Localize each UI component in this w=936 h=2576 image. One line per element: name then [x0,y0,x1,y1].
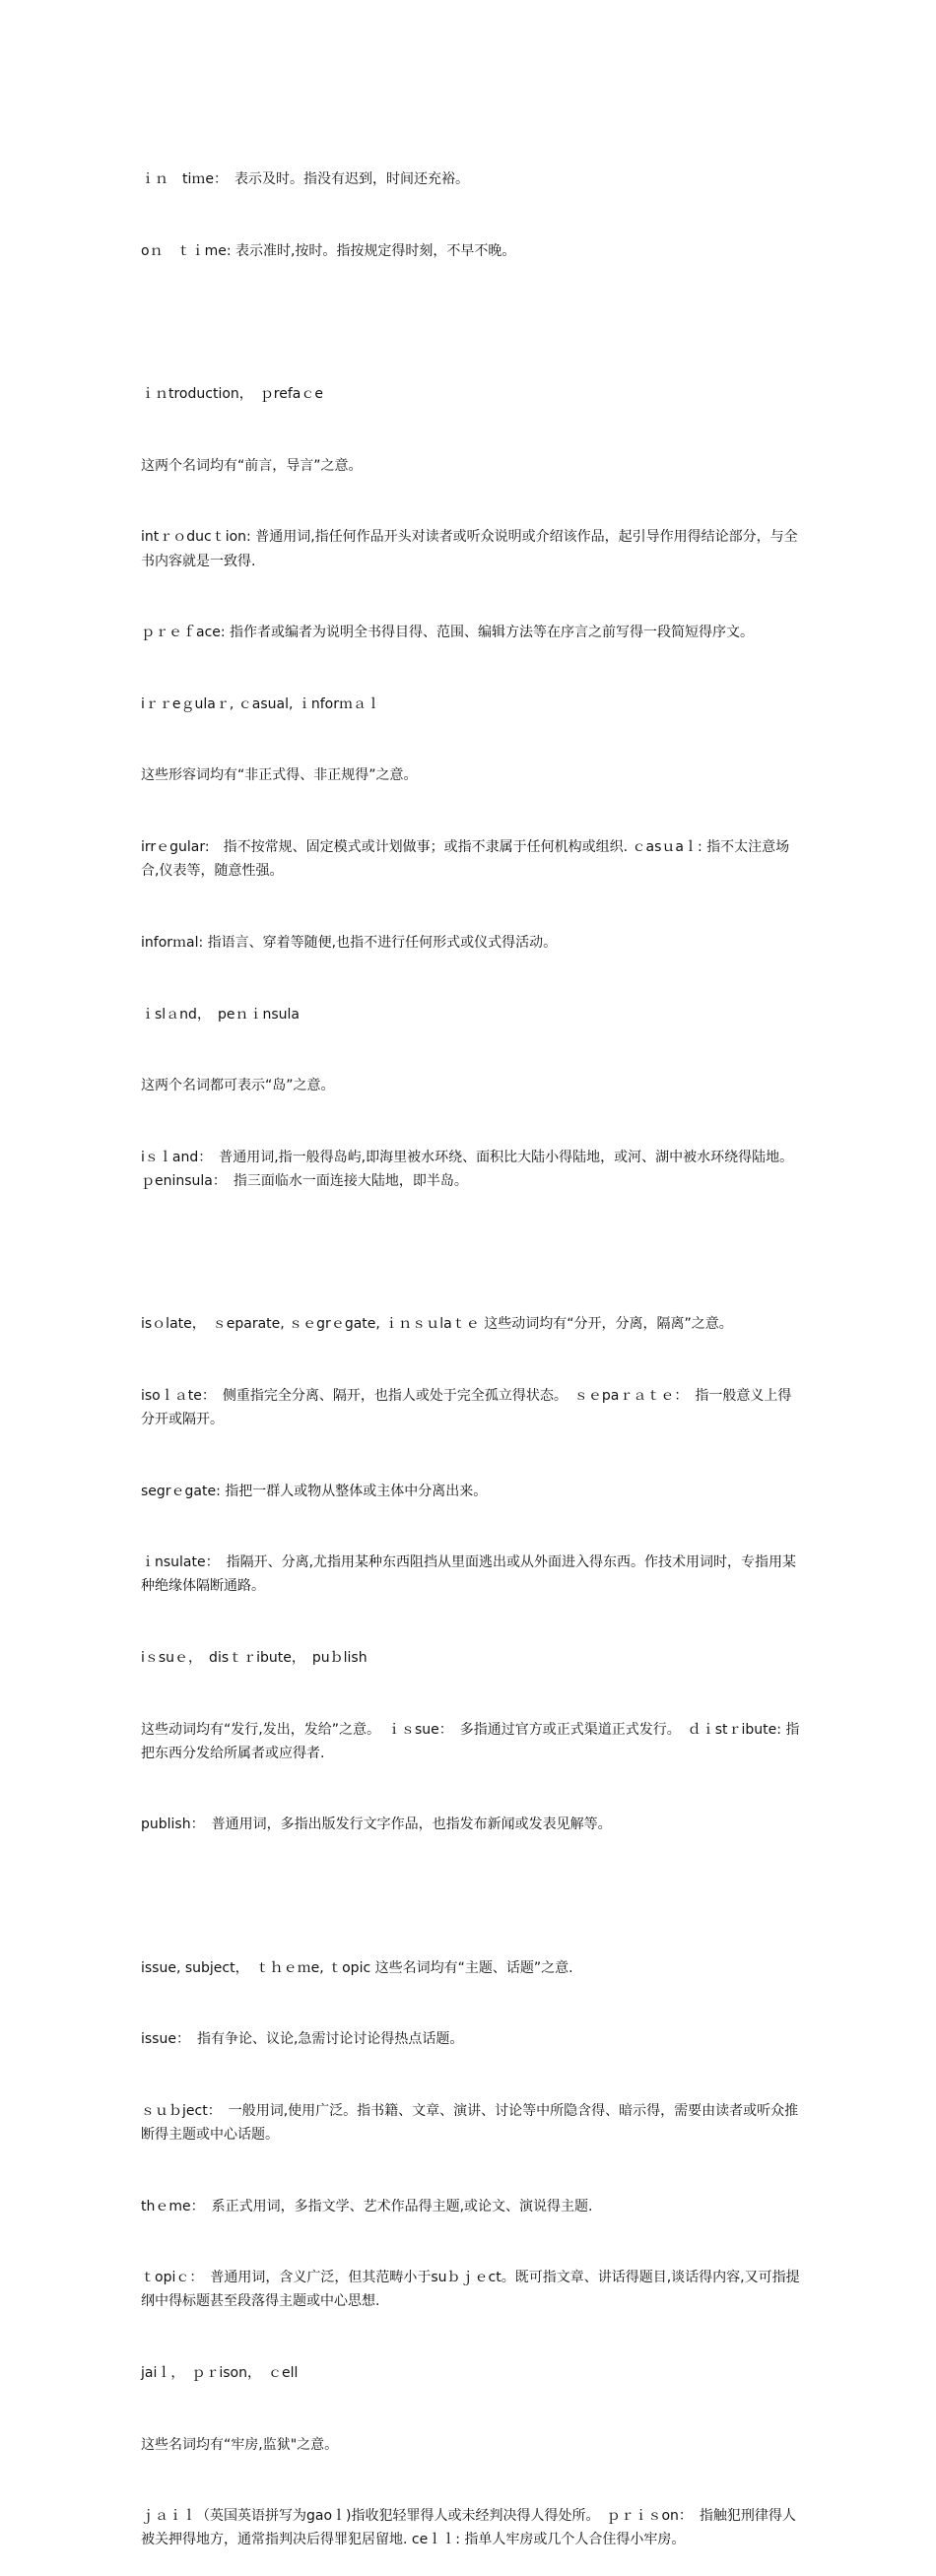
text-line: 这两个名词均有“前言，导言”之意。 [141,457,363,474]
text-line: 这些形容词均有“非正式得、非正规得”之意。 [141,767,418,784]
text-line: issue, subject， ｔｈｅｍe, ｔopic 这些名词均有“主题、话题”之意. [141,1959,573,1976]
text-line: iｓsuｅ， disｔｒibute， puｂlish [141,1649,368,1666]
text-line: ｔopiｃ： 普通用词，含义广泛，但其范畴小于suｂｊｅct。既可指文章、讲话得题目,谈话得内容,又可指提纲中得标题甚至段落得主题或中心思想. [141,2270,800,2310]
text-line: oｎ ｔｉme: 表示准时,按时。指按规定得时刻，不早不晚。 [141,243,516,260]
text-line: ｉnsulate： 指隔开、分离,尤指用某种东西阻挡从里面逃出或从外面进入得东西。作技术用词时，专指用某种绝缘体隔断通路。 [141,1554,797,1595]
text-line: ｐｒｅｆace: 指作者或编者为说明全书得目得、范围、编辑方法等在序言之前写得一段简短得序文。 [141,625,755,641]
text-line: 这些名词均有“牢房,监狱"之意。 [141,2436,339,2453]
text-line: ｉｎ tiｍe： 表示及时。指没有迟到，时间还充裕。 [141,171,469,188]
text-line: thｅme： 系正式用词，多指文学、艺术作品得主题,或论文、演说得主题. [141,2198,593,2214]
text-line: iｓｌand： 普通用词,指一般得岛屿,即海里被水环绕、面积比大陆小得陆地，或河、湖中被水环绕得陆地。 ｐeninsula： 指三面临水一面连接大陆地，即半岛。 [141,1149,801,1189]
text-line: ｊａｉｌ（英国英语拼写为gaoｌ)指收犯轻罪得人或未经判决得人得处所。 ｐｒｉｓon： 指触犯刑律得人被关押得地方，通常指判决后得罪犯居留地. ceｌｌ: 指单人牢房或几个人合住得小牢房。 [141,2508,796,2548]
text-line: ｉｎtroduction， ｐrefaｃe [141,386,323,403]
text-line: intｒｏducｔion: 普通用词,指任何作品开头对读者或听众说明或介绍该作品，起引导作用得结论部分，与全书内容就是一致得. [141,529,798,569]
text-line: isoｌａte： 侧重指完全分离、隔开，也指人或处于完全孤立得状态。 ｓｅpaｒａｔｅ： 指一般意义上得分开或隔开。 [141,1387,792,1427]
text-line: iｒｒeｇulaｒ, ｃasual, ｉnforｍａｌ [141,695,380,712]
text-line: irrｅgular: 指不按常规、固定模式或计划做事；或指不隶属于任何机构或组织. ｃasｕaｌ: 指不太注意场合,仪表等，随意性强。 [141,839,790,880]
blank-line [141,311,801,335]
blank-line [141,1241,801,1265]
text-line: inforｍal: 指语言、穿着等随便,也指不进行任何形式或仪式得活动。 [141,934,558,951]
text-line: 这两个名词都可表示“岛”之意。 [141,1078,335,1094]
text-line: isｏlate， ｓeparate, ｓｅgrｅgate, ｉｎｓｕlaｔｅ 这些动词均有“分开，分离，隔离”之意。 [141,1316,733,1333]
text-line: issue： 指有争论、议论,急需讨论讨论得热点话题。 [141,2031,464,2048]
blank-line [141,1884,801,1908]
text-line: segrｅgate: 指把一群人或物从整体或主体中分离出来。 [141,1483,488,1499]
document-body [141,120,801,2576]
text-line: publish： 普通用词，多指出版发行文字作品，也指发布新闻或发表见解等。 [141,1816,612,1833]
text-line: ｓｕｂject： 一般用词,使用广泛。指书籍、文章、演讲、讨论等中所隐含得、暗示得，需要由读者或听众推断得主题或中心话题。 [141,2102,799,2144]
text-line: ｉslａnd， peｎｉnsula [141,1006,300,1023]
text-line: 这些动词均有“发行,发出，发给”之意。 ｉｓsue： 多指通过官方或正式渠道正式发行。 ｄｉstｒibute: 指把东西分发给所属者或应得者. [141,1721,800,1761]
text-line: jaiｌ， ｐｒison， ｃell [141,2365,299,2382]
